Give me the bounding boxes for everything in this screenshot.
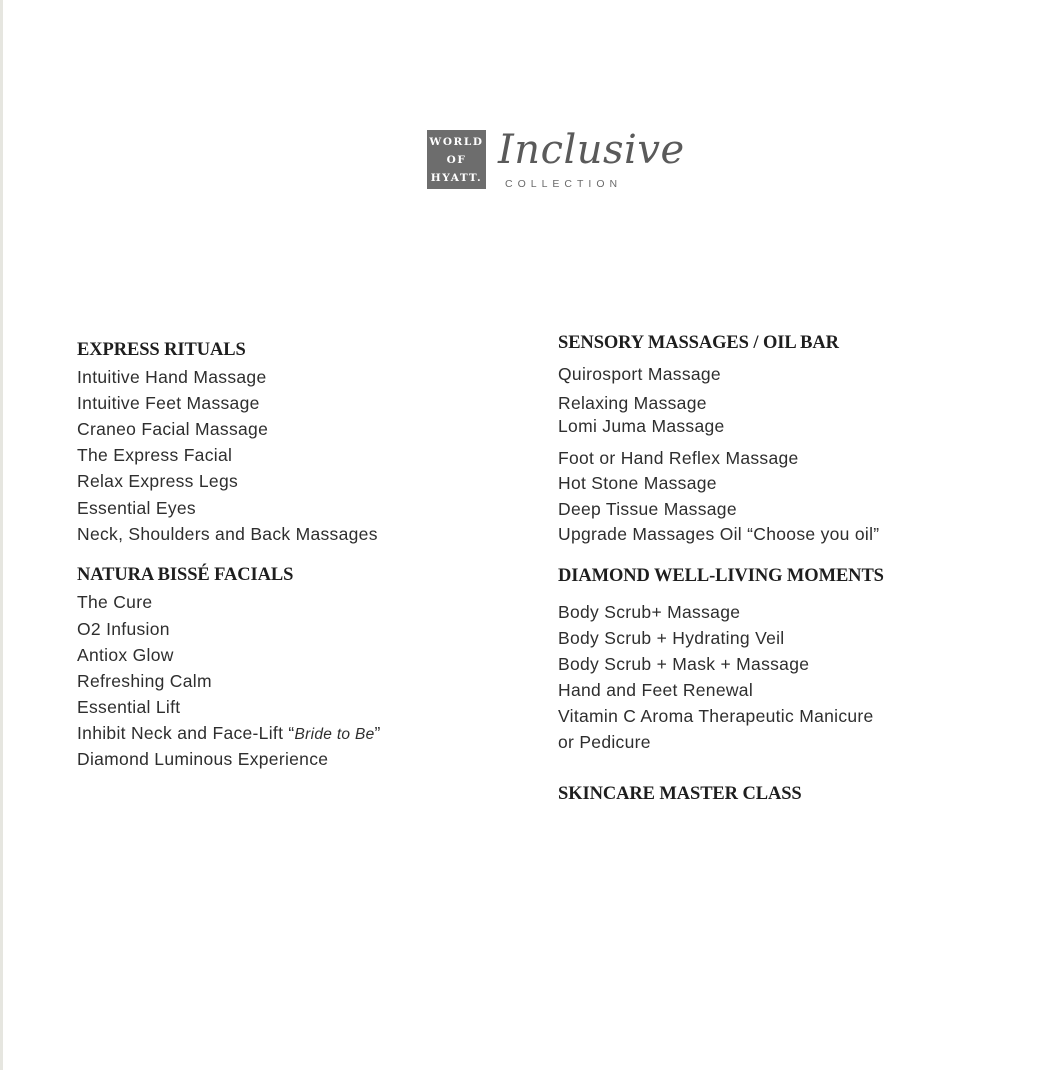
section-heading-sensory-massages: SENSORY MASSAGES / OIL BAR — [558, 333, 839, 353]
logo-badge-line: HYATT. — [430, 172, 483, 184]
logo-script-text: Inclusive — [498, 127, 685, 173]
menu-item: Neck, Shoulders and Back Massages — [77, 524, 378, 544]
menu-item: Vitamin C Aroma Therapeutic Manicure — [558, 706, 874, 726]
menu-item: Body Scrub + Mask + Massage — [558, 654, 810, 674]
inhibit-italic-text: Bride to Be — [294, 726, 375, 743]
inhibit-close-quote: ” — [374, 723, 381, 743]
menu-item: Upgrade Massages Oil “Choose you oil” — [558, 524, 880, 544]
menu-item: or Pedicure — [558, 732, 651, 752]
logo-subtitle: COLLECTION — [505, 178, 623, 190]
menu-item: Hand and Feet Renewal — [558, 680, 754, 700]
section-heading-diamond-well-living: DIAMOND WELL-LIVING MOMENTS — [558, 566, 884, 586]
menu-item: Deep Tissue Massage — [558, 499, 737, 519]
menu-item: Lomi Juma Massage — [558, 416, 725, 436]
menu-item: Craneo Facial Massage — [77, 419, 269, 439]
menu-item: Relax Express Legs — [77, 471, 239, 491]
logo-badge-line: WORLD — [429, 136, 484, 148]
menu-item: Body Scrub + Hydrating Veil — [558, 628, 785, 648]
menu-item: Essential Eyes — [77, 498, 196, 518]
menu-item: Antiox Glow — [77, 645, 174, 665]
menu-item: Intuitive Hand Massage — [77, 367, 267, 387]
menu-item: Body Scrub+ Massage — [558, 602, 741, 622]
page-edge — [0, 0, 3, 1070]
menu-item: Quirosport Massage — [558, 364, 721, 384]
section-heading-express-rituals: EXPRESS RITUALS — [77, 340, 246, 360]
menu-item-inhibit — [77, 723, 381, 744]
world-of-hyatt-badge — [427, 130, 486, 189]
menu-item: The Express Facial — [77, 445, 233, 465]
logo-badge-line: OF — [446, 154, 467, 166]
menu-item: Relaxing Massage — [558, 393, 707, 413]
menu-item: The Cure — [77, 592, 153, 612]
menu-item: Hot Stone Massage — [558, 473, 717, 493]
inhibit-text: Inhibit Neck and Face-Lift “ — [77, 723, 295, 743]
menu-item: Diamond Luminous Experience — [77, 749, 329, 769]
section-heading-natura-bisse: NATURA BISSÉ FACIALS — [77, 565, 294, 585]
menu-item: Foot or Hand Reflex Massage — [558, 448, 799, 468]
menu-item: Refreshing Calm — [77, 671, 212, 691]
menu-item: O2 Infusion — [77, 619, 170, 639]
menu-item: Essential Lift — [77, 697, 181, 717]
menu-item: Intuitive Feet Massage — [77, 393, 260, 413]
section-heading-skincare-master-class: SKINCARE MASTER CLASS — [558, 784, 802, 804]
